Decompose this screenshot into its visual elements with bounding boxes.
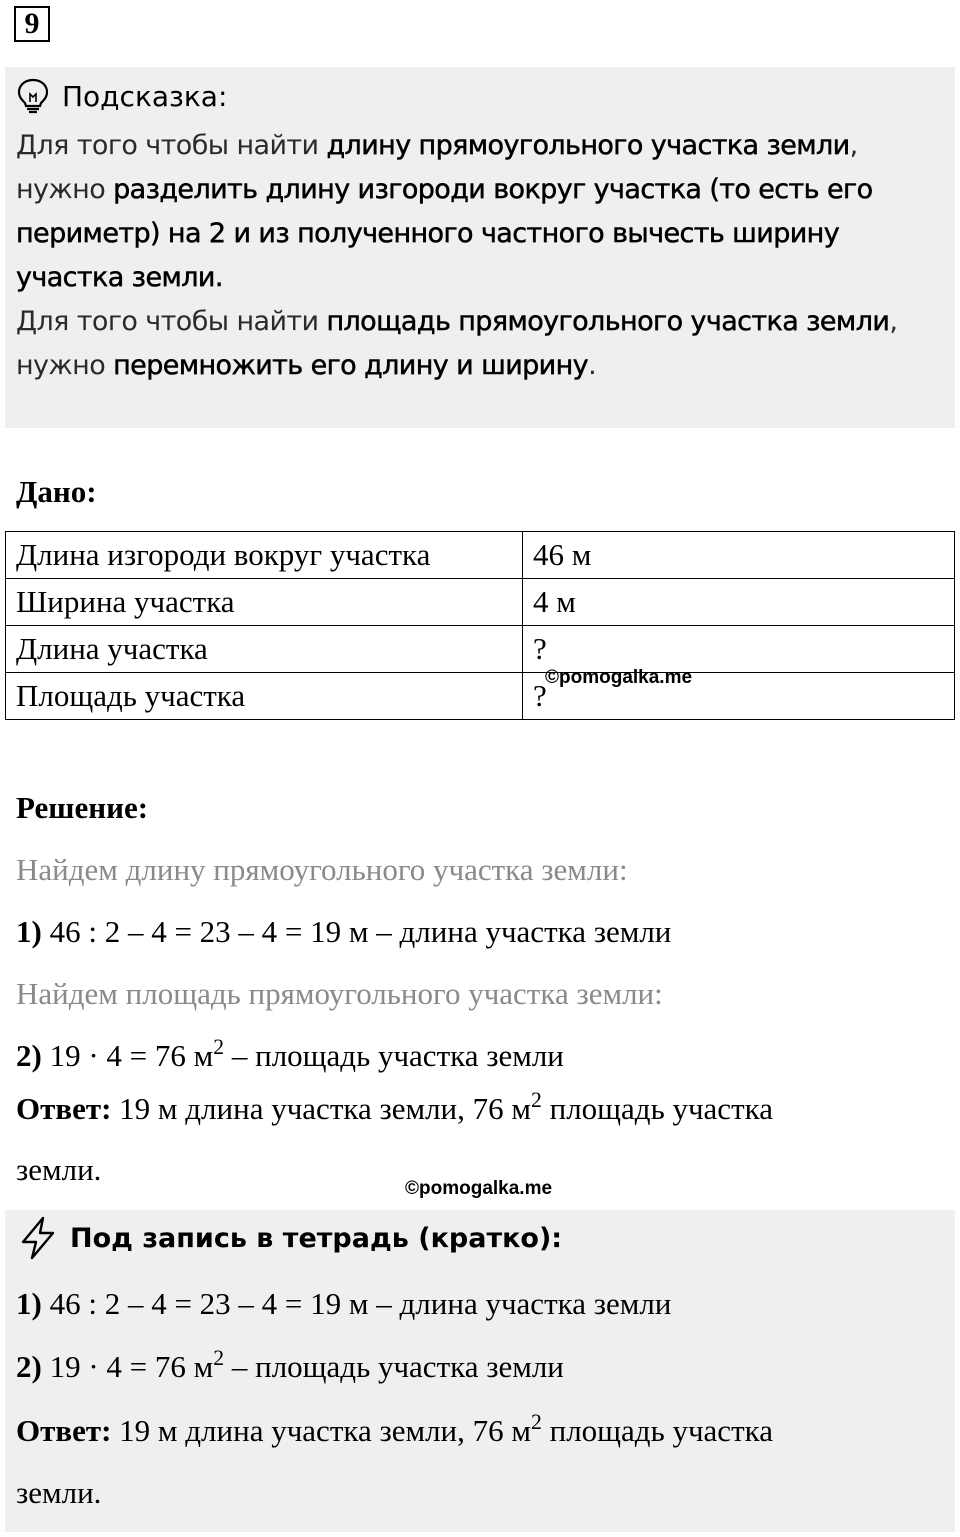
notes-answer-line: Ответ: 19 м длина участка земли, 76 $м^2$ площадь участка — [16, 1410, 773, 1448]
lightbulb-icon — [16, 78, 50, 114]
given-value: 4 м — [523, 579, 955, 626]
answer-line: Ответ: 19 м длина участка земли, 76 $м^2$ площадь участка — [16, 1088, 773, 1126]
given-table — [5, 531, 955, 720]
hint-title-text: Подсказка: — [62, 79, 228, 113]
given-label: Длина участка — [6, 626, 523, 673]
hint-title — [16, 74, 227, 118]
given-title: Дано: — [16, 474, 97, 509]
watermark: ©pomogalka.me — [545, 667, 693, 688]
notes-answer-line-end: земли. — [16, 1475, 102, 1510]
table-row — [6, 579, 955, 626]
given-value: ? — [523, 673, 955, 720]
notes-title-text: Под запись в тетрадь (кратко): — [70, 1222, 563, 1254]
lightning-icon — [18, 1216, 58, 1260]
hint-text: Для того чтобы найти длину прямоугольного участка земли, нужно разделить длину изгороди вокруг участка (то есть его периметр) на 2 и из полученного частного вычесть ширину участка земли. Для того чтобы найти площадь прямоугольного участка земли, нужно перемножить его длину и ширину. — [16, 130, 898, 381]
given-label: Площадь участка — [6, 673, 523, 720]
notes-step2-line: 2) 19 · 4 = 76 $м^2$ – площадь участка земли — [16, 1346, 564, 1384]
table-row — [6, 626, 955, 673]
given-label: Ширина участка — [6, 579, 523, 626]
given-value: 46 м — [523, 532, 955, 579]
table-row — [6, 673, 955, 720]
solution-title: Решение: — [16, 790, 149, 825]
step1-line: 1) 46 : 2 – 4 = 23 – 4 = 19 м – длина участка земли — [16, 914, 672, 949]
step1-intro: Найдем длину прямоугольного участка земли: — [16, 852, 628, 887]
step2-intro: Найдем площадь прямоугольного участка земли: — [16, 976, 663, 1011]
task-number: 9 — [14, 6, 50, 42]
given-value: ? — [523, 626, 955, 673]
step2-line: 2) 19 · 4 = 76 $м^2$ – площадь участка земли — [16, 1035, 564, 1073]
notes-step1-line: 1) 46 : 2 – 4 = 23 – 4 = 19 м – длина участка земли — [16, 1286, 672, 1321]
answer-line-end: земли. — [16, 1152, 102, 1187]
notes-title — [18, 1214, 562, 1262]
watermark: ©pomogalka.me — [405, 1178, 553, 1199]
table-row — [6, 532, 955, 579]
given-label: Длина изгороди вокруг участка — [6, 532, 523, 579]
